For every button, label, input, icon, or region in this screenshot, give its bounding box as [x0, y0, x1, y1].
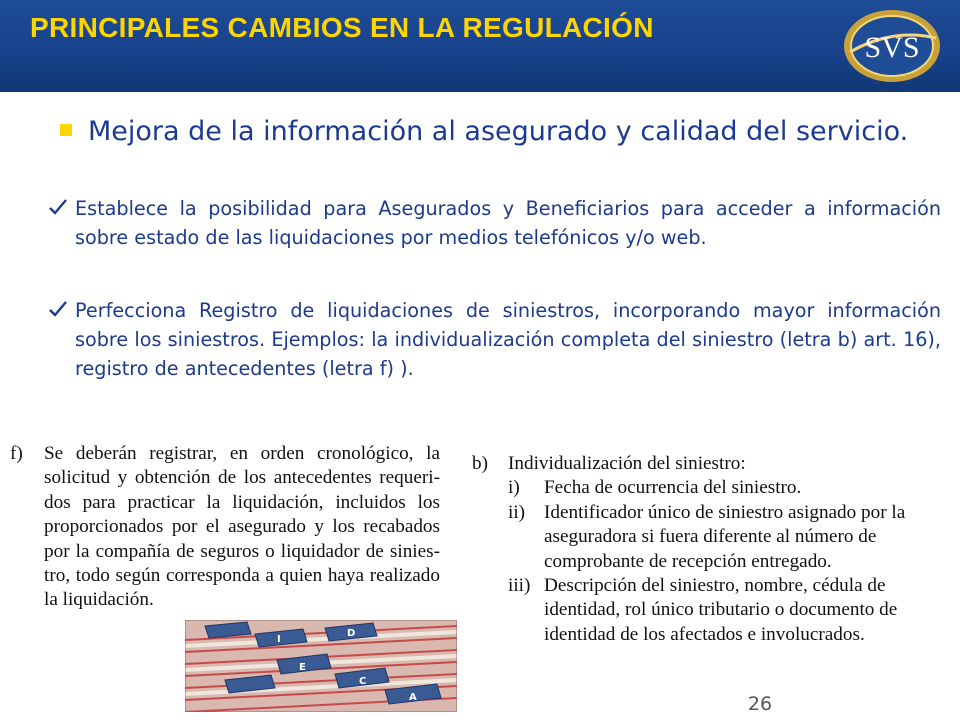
check-item	[48, 194, 941, 252]
check-item-text: Establece la posibilidad para Asegurados y Beneficiarios para acceder a información sobre estado de las liquidaciones por medios telefónicos y/o web.	[75, 197, 941, 249]
list-item-text: Fecha de ocurrencia del siniestro.	[544, 477, 802, 499]
excerpt-list-item	[508, 501, 947, 574]
main-bullet-text: Mejora de la información al asegurado y calidad del servicio.	[88, 116, 909, 147]
svg-text:D: D	[347, 628, 356, 639]
checkmark-icon	[48, 299, 68, 319]
svg-text:A: A	[409, 692, 417, 703]
svg-text:I: I	[277, 634, 281, 645]
checkmark-icon	[48, 197, 68, 217]
excerpt-heading: Individualización del siniestro:	[508, 453, 746, 474]
excerpt-list-item	[508, 574, 947, 647]
regulation-excerpt-f	[10, 442, 440, 613]
excerpt-label: b)	[472, 453, 488, 474]
regulation-excerpt-b	[472, 452, 947, 647]
excerpt-list-item	[508, 476, 947, 500]
excerpt-text: Se deberán registrar, en orden cronológico, la solicitud y obtención de los antecedentes requeri-dos para practicar la liquidación, incluidos los proporcionados por el asegurado y los recabados por la compañía de seguros o liquidador de sinies-tro, todo según corresponda a quien haya realizado la liquidación.	[44, 443, 440, 611]
svg-text:C: C	[359, 676, 367, 687]
check-item-text: Perfecciona Registro de liquidaciones de siniestros, incorporando mayor información sobre los siniestros. Ejemplos: la individualización completa del siniestro (letra b) art. 16), registro de antecedentes (letra f) ).	[75, 299, 941, 380]
logo-text: SVS	[864, 31, 920, 64]
square-bullet-icon	[60, 124, 72, 136]
header-bar	[0, 0, 960, 92]
svs-logo	[842, 8, 942, 84]
file-folders-photo	[185, 620, 457, 712]
check-item	[48, 296, 941, 383]
list-item-text: Identificador único de siniestro asignado por la aseguradora si fuera diferente al número de comprobante de recepción entregado.	[544, 501, 906, 572]
svg-text:E: E	[299, 662, 306, 673]
slide-title: PRINCIPALES CAMBIOS EN LA REGULACIÓN	[30, 12, 654, 43]
list-item-number: i)	[508, 477, 520, 499]
page-number: 26	[747, 693, 773, 715]
list-item-number: iii)	[508, 575, 531, 597]
list-item-text: Descripción del siniestro, nombre, cédula de identidad, rol único tributario o documento de identidad de los afectados e involucrados.	[544, 575, 898, 645]
main-bullet	[60, 114, 945, 149]
list-item-number: ii)	[508, 501, 526, 523]
excerpt-label: f)	[10, 443, 23, 464]
